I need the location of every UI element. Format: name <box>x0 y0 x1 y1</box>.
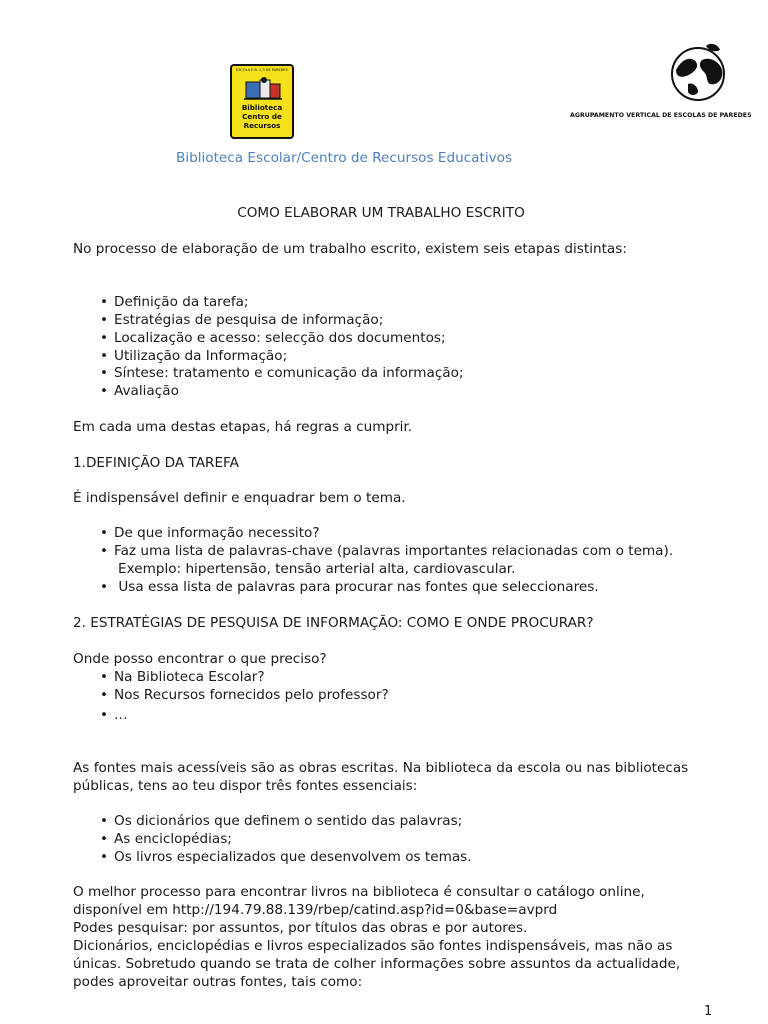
bullet: • <box>100 831 109 847</box>
bullet: • <box>100 849 109 865</box>
section-1-text: É indispensável definir e enquadrar bem o tema. <box>73 490 406 506</box>
list-item-text: Definição da tarefa; <box>114 294 249 310</box>
list-item-text: Usa essa lista de palavras para procurar nas fontes que seleccionares. <box>114 579 599 595</box>
bullet: • <box>100 383 109 399</box>
catalog-link-line: disponível em http://194.79.88.139/rbep/catind.asp?id=0&base=avprd <box>73 902 558 918</box>
section-2-question: Onde posso encontrar o que preciso? <box>73 651 327 667</box>
sources-paragraph-line: públicas, tens ao teu dispor três fontes essenciais: <box>73 778 418 794</box>
list-item-text: Avaliação <box>114 383 179 399</box>
list-item-text: De que informação necessito? <box>114 525 320 541</box>
list-item-text: … <box>114 707 128 723</box>
bullet: • <box>100 294 109 310</box>
bullet: • <box>100 813 109 829</box>
list-item <box>100 524 320 542</box>
list-item-text: Na Biblioteca Escolar? <box>114 669 265 685</box>
example-line: Exemplo: hipertensão, tensão arterial alta, cardiovascular. <box>118 561 516 577</box>
page-number: 1 <box>704 1004 713 1019</box>
bullet: • <box>100 330 109 346</box>
bullet: • <box>100 669 109 685</box>
list-item-text: Faz uma lista de palavras-chave (palavras importantes relacionadas com o tema). <box>114 543 674 559</box>
bullet: • <box>100 525 109 541</box>
books-icon <box>244 76 282 102</box>
list-item-text: Estratégias de pesquisa de informação; <box>114 312 384 328</box>
list-item-text: As enciclopédias; <box>114 831 232 847</box>
list-item-text: Localização e acesso: selecção dos documentos; <box>114 330 446 346</box>
document-title: COMO ELABORAR UM TRABALHO ESCRITO <box>237 205 525 221</box>
list-item <box>100 311 383 329</box>
list-item <box>100 812 462 830</box>
library-logo <box>230 64 294 139</box>
list-item <box>100 329 446 347</box>
bullet: • <box>100 312 109 328</box>
list-item <box>100 686 389 704</box>
bullet: • <box>100 707 109 723</box>
list-item-text: Os dicionários que definem o sentido das palavras; <box>114 813 463 829</box>
list-item <box>100 578 599 596</box>
list-item <box>100 542 673 560</box>
list-item-text: Utilização da Informação; <box>114 348 288 364</box>
final-paragraph-line: podes aproveitar outras fontes, tais como: <box>73 974 363 990</box>
list-item <box>100 706 128 724</box>
final-paragraph-line: únicas. Sobretudo quando se trata de colher informações sobre assuntos da actualidade, <box>73 956 681 972</box>
section-2-heading: 2. ESTRATÉGIAS DE PESQUISA DE INFORMAÇÃO: COMO E ONDE PROCURAR? <box>73 615 594 631</box>
library-logo-name: Biblioteca Centro de Recursos <box>241 103 283 130</box>
final-paragraph-line: Podes pesquisar: por assuntos, por títulos das obras e por autores. <box>73 920 528 936</box>
list-item <box>100 364 464 382</box>
final-paragraph-line: O melhor processo para encontrar livros na biblioteca é consultar o catálogo online, <box>73 884 645 900</box>
library-title: Biblioteca Escolar/Centro de Recursos Educativos <box>176 150 513 166</box>
list-item <box>100 382 179 400</box>
list-item <box>100 848 472 866</box>
final-paragraph-line: Dicionários, enciclopédias e livros especializados são fontes indispensáveis, mas não as <box>73 938 673 954</box>
library-logo-small-text: ESCOLA E.B. 2,3 DE PAREDES <box>236 68 288 72</box>
list-item-text: Os livros especializados que desenvolvem os temas. <box>114 849 472 865</box>
list-item <box>100 293 249 311</box>
bullet: • <box>100 687 109 703</box>
bullet: • <box>100 543 109 559</box>
bullet: • <box>100 348 109 364</box>
list-item <box>100 347 287 365</box>
globe-logo-icon <box>662 40 732 102</box>
intro-paragraph: No processo de elaboração de um trabalho escrito, existem seis etapas distintas: <box>73 241 627 257</box>
bullet: • <box>100 365 109 381</box>
list-item <box>100 668 265 686</box>
list-item-text: Nos Recursos fornecidos pelo professor? <box>114 687 389 703</box>
agrupamento-name: AGRUPAMENTO VERTICAL DE ESCOLAS DE PAREDES <box>570 112 752 119</box>
sources-paragraph-line: As fontes mais acessíveis são as obras escritas. Na biblioteca da escola ou nas bibliotecas <box>73 760 689 776</box>
bullet: • <box>100 579 109 595</box>
rules-paragraph: Em cada uma destas etapas, há regras a cumprir. <box>73 419 413 435</box>
section-1-heading: 1.DEFINIÇÃO DA TAREFA <box>73 455 239 471</box>
list-item <box>100 830 232 848</box>
list-item-text: Síntese: tratamento e comunicação da informação; <box>114 365 464 381</box>
